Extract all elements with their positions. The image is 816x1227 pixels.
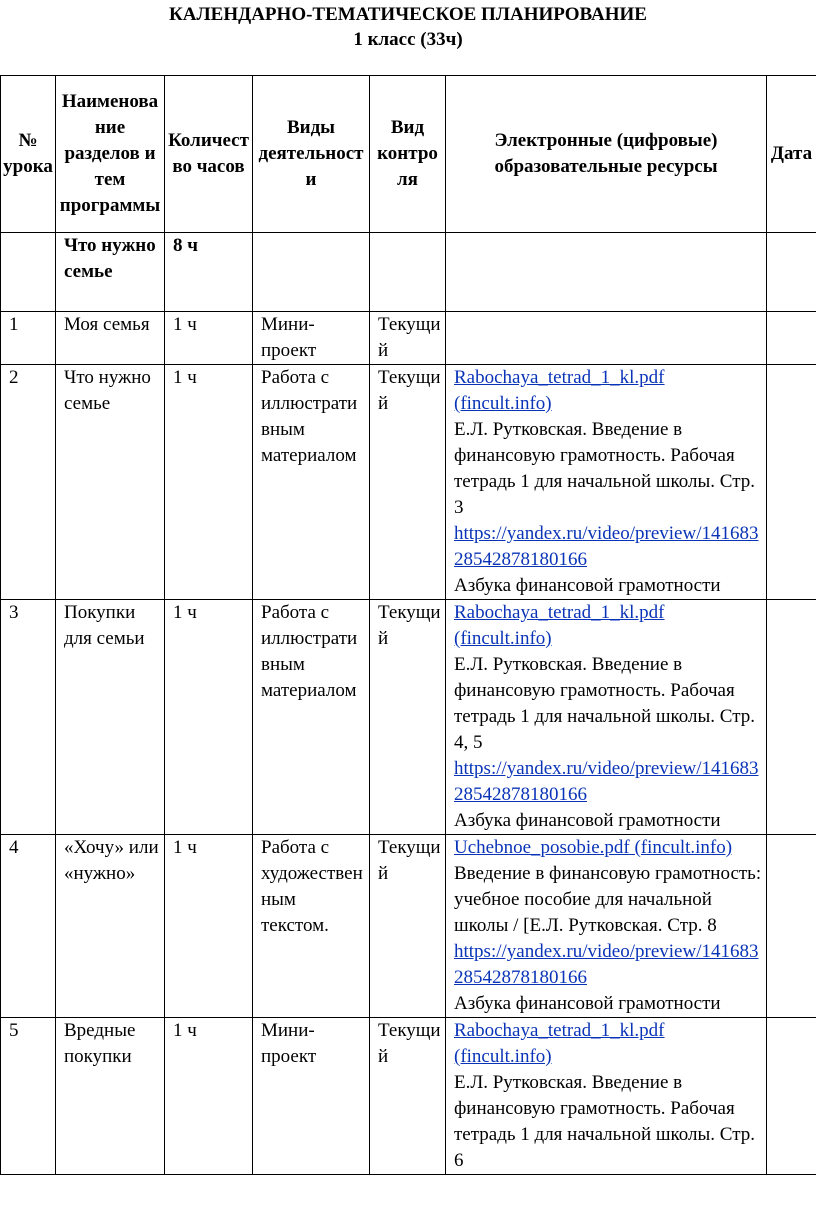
resource-link-video[interactable]: https://yandex.ru/video/preview/14168328542878180166 — [454, 941, 759, 988]
row-topic: Вредные покупки — [56, 1018, 165, 1175]
row-num: 3 — [1, 600, 56, 835]
table-row — [1, 312, 816, 365]
header-hours: Количество часов — [165, 76, 253, 233]
resource-description: Введение в финансовую грамотность: учебное пособие для начальной школы / [Е.Л. Рутковская. Стр. 8 — [454, 863, 762, 936]
header-section: Наименование разделов и тем программы — [56, 76, 165, 233]
row-resources — [446, 835, 767, 1018]
resource-link-pdf[interactable]: Rabochaya_tetrad_1_kl.pdf (fincult.info) — [454, 602, 665, 649]
row-hours: 1 ч — [165, 365, 253, 600]
row-topic: Покупки для семьи — [56, 600, 165, 835]
table-row — [1, 835, 816, 1018]
section-activity — [253, 233, 370, 312]
row-date — [767, 1018, 816, 1175]
resource-video-caption: Азбука финансовой грамотности — [454, 575, 721, 596]
row-topic: Моя семья — [56, 312, 165, 365]
title-line-1: КАЛЕНДАРНО-ТЕМАТИЧЕСКОЕ ПЛАНИРОВАНИЕ — [169, 4, 647, 25]
page-title — [0, 2, 816, 52]
row-hours: 1 ч — [165, 1018, 253, 1175]
title-line-2: 1 класс (33ч) — [353, 29, 463, 50]
row-num: 4 — [1, 835, 56, 1018]
row-hours: 1 ч — [165, 835, 253, 1018]
table-row — [1, 365, 816, 600]
resource-link-pdf[interactable]: Rabochaya_tetrad_1_kl.pdf (fincult.info) — [454, 367, 665, 414]
row-hours: 1 ч — [165, 312, 253, 365]
header-control: Вид контроля — [370, 76, 446, 233]
section-hours: 8 ч — [165, 233, 253, 312]
row-topic: «Хочу» или «нужно» — [56, 835, 165, 1018]
row-hours: 1 ч — [165, 600, 253, 835]
header-resources: Электронные (цифровые) образовательные ресурсы — [446, 76, 767, 233]
resource-description: Е.Л. Рутковская. Введение в финансовую грамотность. Рабочая тетрадь 1 для начальной школы. Стр. 4, 5 — [454, 654, 756, 753]
row-control: Текущий — [370, 600, 446, 835]
row-num: 1 — [1, 312, 56, 365]
section-control — [370, 233, 446, 312]
resource-link-video[interactable]: https://yandex.ru/video/preview/14168328542878180166 — [454, 523, 759, 570]
section-row — [1, 233, 816, 312]
row-activity: Работа с иллюстративным материалом — [253, 600, 370, 835]
planning-table — [0, 75, 816, 1175]
resource-video-caption: Азбука финансовой грамотности — [454, 993, 721, 1014]
section-resources — [446, 233, 767, 312]
row-resources — [446, 1018, 767, 1175]
row-control: Текущий — [370, 365, 446, 600]
table-row — [1, 600, 816, 835]
section-date — [767, 233, 816, 312]
row-num: 2 — [1, 365, 56, 600]
row-control: Текущий — [370, 835, 446, 1018]
section-name: Что нужно семье — [56, 233, 165, 312]
row-resources — [446, 312, 767, 365]
row-date — [767, 600, 816, 835]
row-resources — [446, 600, 767, 835]
resource-link-pdf[interactable]: Rabochaya_tetrad_1_kl.pdf (fincult.info) — [454, 1020, 665, 1067]
row-control: Текущий — [370, 1018, 446, 1175]
resource-description: Е.Л. Рутковская. Введение в финансовую грамотность. Рабочая тетрадь 1 для начальной школы. Стр. 3 — [454, 419, 756, 518]
header-num: № урока — [1, 76, 56, 233]
header-row — [1, 76, 816, 233]
row-topic: Что нужно семье — [56, 365, 165, 600]
header-activity: Виды деятельности — [253, 76, 370, 233]
row-activity: Мини-проект — [253, 312, 370, 365]
header-date: Дата — [767, 76, 816, 233]
row-date — [767, 835, 816, 1018]
section-num — [1, 233, 56, 312]
row-date — [767, 365, 816, 600]
row-resources — [446, 365, 767, 600]
row-date — [767, 312, 816, 365]
row-activity: Работа с художественным текстом. — [253, 835, 370, 1018]
table-row — [1, 1018, 816, 1175]
resource-video-caption: Азбука финансовой грамотности — [454, 810, 721, 831]
resource-description: Е.Л. Рутковская. Введение в финансовую грамотность. Рабочая тетрадь 1 для начальной школы. Стр. 6 — [454, 1072, 756, 1171]
resource-link-pdf[interactable]: Uchebnoe_posobie.pdf (fincult.info) — [454, 837, 733, 858]
resource-link-video[interactable]: https://yandex.ru/video/preview/14168328542878180166 — [454, 758, 759, 805]
row-activity: Мини-проект — [253, 1018, 370, 1175]
row-control: Текущий — [370, 312, 446, 365]
row-num: 5 — [1, 1018, 56, 1175]
row-activity: Работа с иллюстративным материалом — [253, 365, 370, 600]
